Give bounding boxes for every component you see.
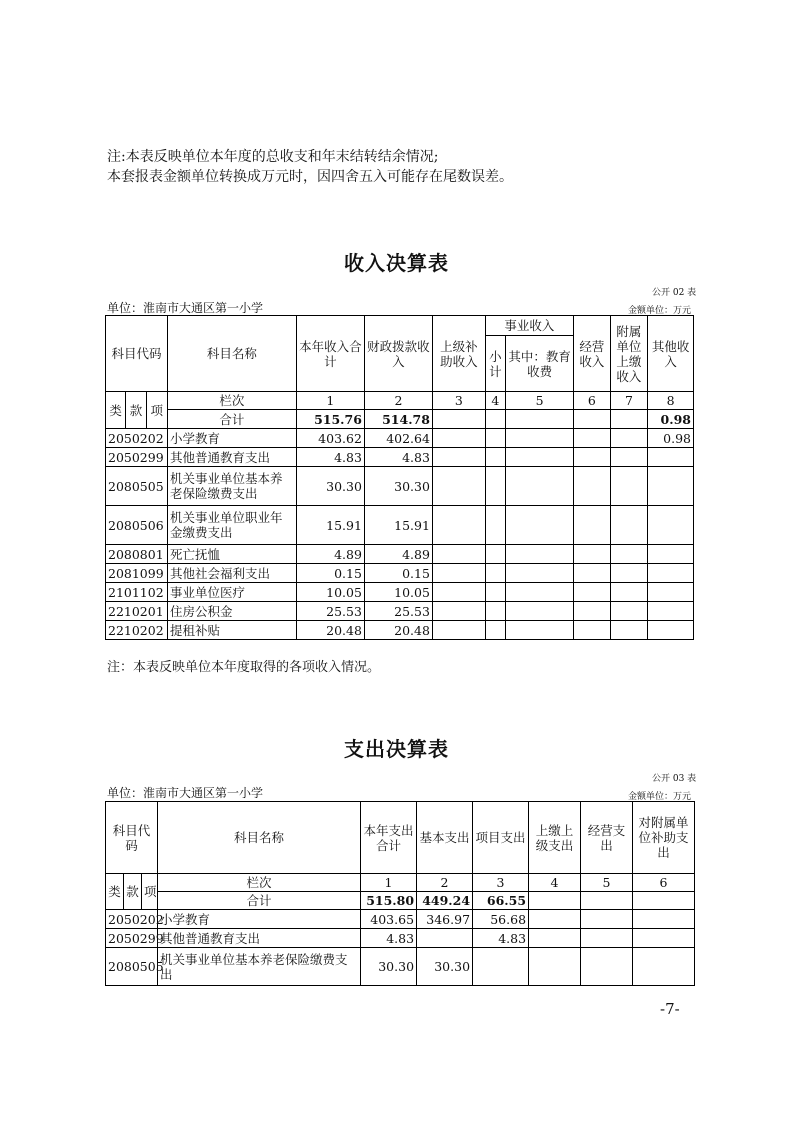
- header-lei: 类: [106, 874, 124, 910]
- row-other: [648, 621, 694, 640]
- row-other: [648, 467, 694, 506]
- income-note: 注：本表反映单位本年度取得的各项收入情况。: [107, 660, 381, 675]
- expense-table: [105, 801, 695, 986]
- income-table-code: 公开 02 表: [652, 288, 697, 298]
- row-name: 机关事业单位职业年金缴费支出: [167, 506, 296, 545]
- row-code: 2210202: [106, 621, 168, 640]
- row-name: 小学教育: [167, 429, 296, 448]
- row-code: 2050202: [106, 910, 158, 929]
- col-num: 2: [364, 392, 432, 410]
- row-other: [648, 448, 694, 467]
- row-name: 住房公积金: [167, 602, 296, 621]
- header-xiang: 项: [146, 392, 167, 429]
- header-operating-expense: 经营支出: [581, 802, 633, 874]
- col-num: 6: [633, 874, 695, 892]
- row-basic: [417, 929, 473, 948]
- row-other: 0.98: [648, 429, 694, 448]
- col-num: 1: [296, 392, 364, 410]
- row-project: 56.68: [473, 910, 529, 929]
- header-subject-name: 科目名称: [158, 802, 361, 874]
- col-num: 3: [473, 874, 529, 892]
- col-num: 6: [574, 392, 611, 410]
- row-total: 4.89: [296, 545, 364, 564]
- expense-title: 支出决算表: [344, 737, 449, 761]
- col-num: 8: [648, 392, 694, 410]
- row-fiscal: 25.53: [364, 602, 432, 621]
- table-row: [106, 545, 694, 564]
- header-subject-code: 科目代码: [106, 802, 158, 874]
- row-code: 2080505: [106, 467, 168, 506]
- row-other: [648, 545, 694, 564]
- row-name: 死亡抚恤: [167, 545, 296, 564]
- col-num: 5: [581, 874, 633, 892]
- row-project: [473, 948, 529, 986]
- header-operating-income: 经营收入: [574, 316, 611, 392]
- lanci-label: 栏次: [167, 392, 296, 410]
- header-total-expense: 本年支出合计: [361, 802, 417, 874]
- row-code: 2080506: [106, 506, 168, 545]
- header-superior-subsidy: 上级补助收入: [432, 316, 485, 392]
- row-total: 20.48: [296, 621, 364, 640]
- row-code: 2081099: [106, 564, 168, 583]
- row-fiscal: 30.30: [364, 467, 432, 506]
- row-total: 25.53: [296, 602, 364, 621]
- table-row: [106, 467, 694, 506]
- col-num: 7: [610, 392, 648, 410]
- col-num: 3: [432, 392, 485, 410]
- table-row: [106, 448, 694, 467]
- row-total: 30.30: [361, 948, 417, 986]
- total-other-value: 0.98: [648, 410, 694, 429]
- lanci-label: 栏次: [158, 874, 361, 892]
- expense-money-unit: 金额单位：万元: [628, 792, 692, 802]
- row-name: 其他普通教育支出: [167, 448, 296, 467]
- table-row: [106, 929, 695, 948]
- col-num: 4: [529, 874, 581, 892]
- table-row: [106, 429, 694, 448]
- row-total: 30.30: [296, 467, 364, 506]
- expense-unit-label: 单位：淮南市大通区第一小学: [107, 786, 264, 800]
- income-money-unit: 金额单位：万元: [628, 306, 692, 316]
- header-lei: 类: [106, 392, 126, 429]
- col-num: 4: [485, 392, 505, 410]
- row-other: [648, 602, 694, 621]
- header-project-expense: 项目支出: [473, 802, 529, 874]
- row-total: 403.65: [361, 910, 417, 929]
- header-kuan: 款: [126, 392, 146, 429]
- header-business-income: 事业收入: [485, 316, 573, 336]
- header-business-subtotal: 小计: [485, 336, 505, 392]
- row-name: 机关事业单位基本养老保险缴费支出: [167, 467, 296, 506]
- row-name: 其他社会福利支出: [167, 564, 296, 583]
- row-code: 2101102: [106, 583, 168, 602]
- total-label: 合计: [158, 892, 361, 910]
- header-kuan: 款: [124, 874, 142, 910]
- col-num: 1: [361, 874, 417, 892]
- row-fiscal: 4.83: [364, 448, 432, 467]
- row-fiscal: 10.05: [364, 583, 432, 602]
- table-row: [106, 948, 695, 986]
- row-code: 2080801: [106, 545, 168, 564]
- income-table: [105, 315, 694, 640]
- row-name: 提租补贴: [167, 621, 296, 640]
- row-total: 10.05: [296, 583, 364, 602]
- row-fiscal: 4.89: [364, 545, 432, 564]
- header-business-edu-fee: 其中：教育收费: [506, 336, 574, 392]
- table-row: [106, 583, 694, 602]
- header-subject-name: 科目名称: [167, 316, 296, 392]
- col-num: 2: [417, 874, 473, 892]
- header-total-income: 本年收入合计: [296, 316, 364, 392]
- table-row: [106, 564, 694, 583]
- row-basic: 30.30: [417, 948, 473, 986]
- row-fiscal: 402.64: [364, 429, 432, 448]
- row-code: 2050299: [106, 929, 158, 948]
- income-unit-label: 单位：淮南市大通区第一小学: [107, 301, 264, 315]
- income-title: 收入决算表: [344, 251, 449, 275]
- row-total: 4.83: [361, 929, 417, 948]
- row-other: [648, 564, 694, 583]
- row-fiscal: 20.48: [364, 621, 432, 640]
- col-num: 5: [506, 392, 574, 410]
- row-name: 机关事业单位基本养老保险缴费支出: [158, 948, 361, 986]
- row-total: 4.83: [296, 448, 364, 467]
- row-code: 2050202: [106, 429, 168, 448]
- row-total: 403.62: [296, 429, 364, 448]
- table-row: [106, 602, 694, 621]
- total-project-value: 66.55: [473, 892, 529, 910]
- row-basic: 346.97: [417, 910, 473, 929]
- row-other: [648, 583, 694, 602]
- header-superior-payment: 上缴上级支出: [529, 802, 581, 874]
- row-name: 事业单位医疗: [167, 583, 296, 602]
- row-code: 2050299: [106, 448, 168, 467]
- header-affiliated-income: 附属单位上缴收入: [610, 316, 648, 392]
- row-fiscal: 0.15: [364, 564, 432, 583]
- header-subject-code: 科目代码: [106, 316, 168, 392]
- row-other: [648, 506, 694, 545]
- top-note-line2: 本套报表金额单位转换成万元时，因四舍五入可能存在尾数误差。: [107, 169, 513, 185]
- total-income-value: 515.76: [296, 410, 364, 429]
- top-note-line1: 注:本表反映单位本年度的总收支和年末结转结余情况;: [107, 149, 439, 165]
- row-total: 0.15: [296, 564, 364, 583]
- total-expense-value: 515.80: [361, 892, 417, 910]
- row-fiscal: 15.91: [364, 506, 432, 545]
- page-number: -7-: [660, 1000, 680, 1018]
- header-fiscal: 财政拨款收入: [364, 316, 432, 392]
- header-affiliated-subsidy: 对附属单位补助支出: [633, 802, 695, 874]
- header-other-income: 其他收入: [648, 316, 694, 392]
- row-code: 2080505: [106, 948, 158, 986]
- header-xiang: 项: [142, 874, 158, 910]
- expense-table-code: 公开 03 表: [652, 774, 697, 784]
- table-row: [106, 910, 695, 929]
- table-row: [106, 506, 694, 545]
- row-total: 15.91: [296, 506, 364, 545]
- row-code: 2210201: [106, 602, 168, 621]
- table-row: [106, 621, 694, 640]
- total-basic-value: 449.24: [417, 892, 473, 910]
- row-project: 4.83: [473, 929, 529, 948]
- header-basic-expense: 基本支出: [417, 802, 473, 874]
- total-label: 合计: [167, 410, 296, 429]
- row-name: 其他普通教育支出: [158, 929, 361, 948]
- total-fiscal-value: 514.78: [364, 410, 432, 429]
- row-name: 小学教育: [158, 910, 361, 929]
